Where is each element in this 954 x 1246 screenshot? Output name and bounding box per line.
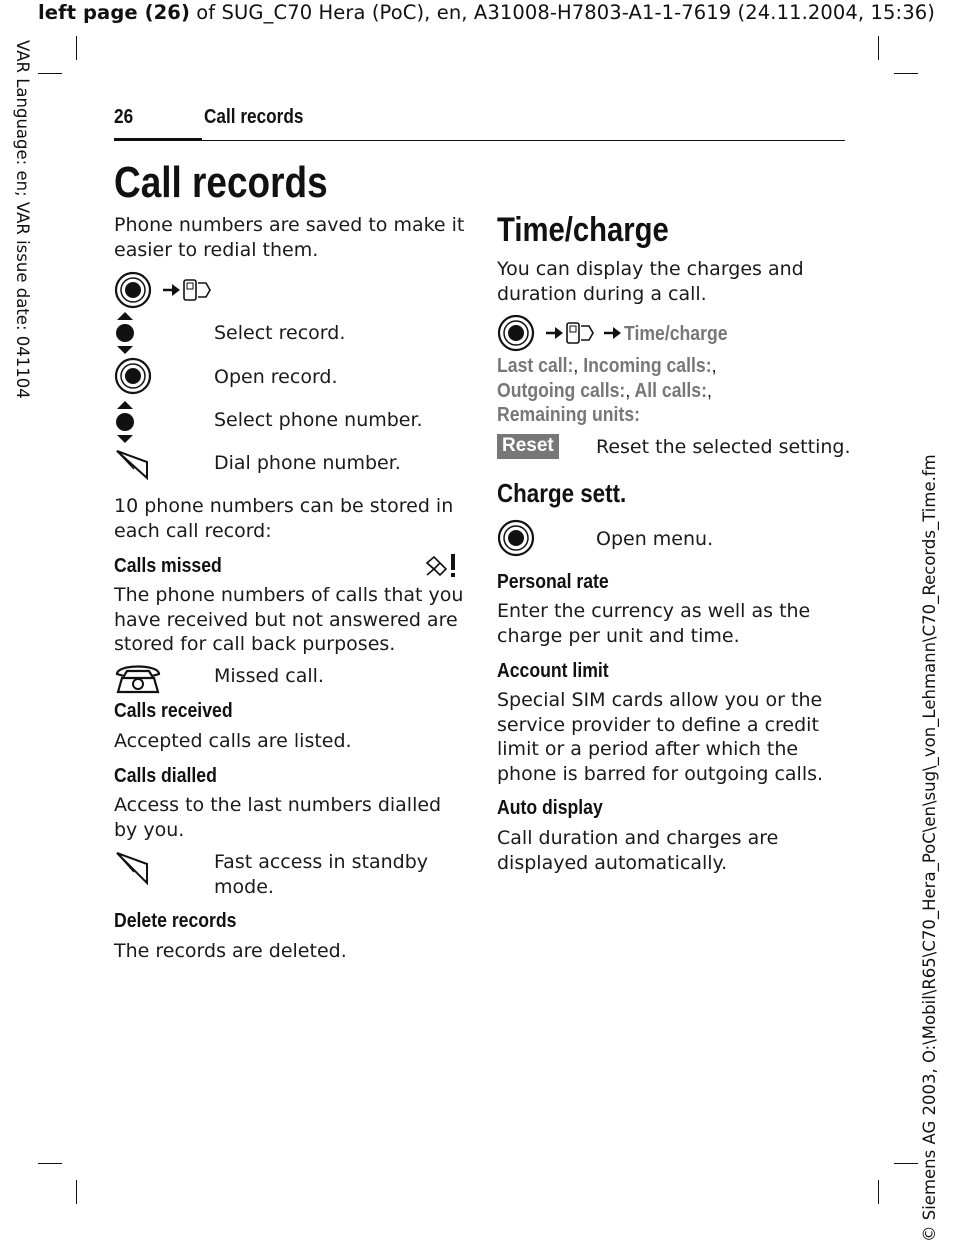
charge-sett-heading: Charge sett. (497, 478, 627, 508)
call-key-icon (114, 448, 150, 480)
time-charge-intro-line: You can display the charges and (497, 258, 804, 280)
side-text-left: VAR Language: en; VAR issue date: 041104 (13, 40, 32, 399)
personal-rate-line: charge per unit and time. (497, 624, 740, 647)
running-header-section: Call records (204, 106, 304, 128)
running-header-rule-thick (114, 138, 202, 141)
frame-header-rest: of SUG_C70 Hera (PoC), en, A31008-H7803-A1-1-7619 (24.11.2004, 15:36) (189, 1, 935, 24)
open-menu-text: Open menu. (596, 528, 714, 550)
step-text: Select record. (214, 322, 346, 344)
calls-missed-line: The phone numbers of calls that you (114, 584, 464, 606)
navigation-key-icon (114, 401, 136, 443)
frame-header (38, 1, 935, 24)
calls-missed-line: stored for call back purposes. (114, 633, 396, 655)
stored-line: 10 phone numbers can be stored in (114, 495, 454, 517)
reset-text: Reset the selected setting. (596, 436, 851, 458)
step-text: Open record. (214, 366, 338, 388)
open-menu-row (497, 519, 847, 559)
calls-dialled-heading: Calls dialled (114, 764, 217, 787)
crop-mark (38, 73, 62, 74)
intro-paragraph (114, 213, 464, 262)
account-limit-line: phone is barred for outgoing calls. (497, 762, 824, 785)
menu-path-row (497, 314, 757, 352)
personal-rate-line: Enter the currency as well as the (497, 600, 811, 622)
missed-calls-status-icon (424, 553, 458, 579)
auto-display-text (497, 826, 778, 875)
menu-path-row (114, 271, 234, 309)
page-title: Call records (114, 158, 328, 207)
option-all-calls: All calls: (634, 378, 707, 402)
calls-received-heading: Calls received (114, 699, 233, 722)
crop-mark (38, 1163, 62, 1164)
auto-display-line: displayed automatically. (497, 851, 728, 874)
center-key-icon (497, 519, 535, 557)
step-row (114, 312, 464, 354)
calls-dialled-line: by you. (114, 818, 185, 841)
stored-line: each call record: (114, 519, 272, 542)
delete-records-heading: Delete records (114, 909, 237, 932)
call-key-icon (114, 850, 150, 886)
side-text-right: © Siemens AG 2003, O:\Mobil\R65\C70_Hera_PoC\en\sug\_von_Lehmann\C70_Records_Time.fm (920, 454, 939, 1242)
fast-access-row (114, 848, 464, 898)
crop-mark (878, 1180, 879, 1204)
fast-access-text (214, 850, 428, 899)
crop-mark (76, 1180, 77, 1204)
options-line (497, 354, 716, 379)
account-limit-heading: Account limit (497, 659, 609, 682)
calls-dialled-text (114, 793, 441, 842)
navigation-key-icon (114, 312, 136, 354)
call-records-menu-icon (565, 321, 597, 345)
account-limit-line: limit or a period after which the (497, 738, 799, 760)
menu-path-item: Time/charge (624, 322, 728, 345)
step-row (114, 448, 464, 480)
crop-mark (894, 73, 918, 74)
personal-rate-heading: Personal rate (497, 570, 609, 593)
intro-line: Phone numbers are saved to make it (114, 214, 465, 236)
center-key-icon (497, 314, 535, 352)
arrow-icon (603, 324, 623, 342)
fast-access-line: mode. (214, 875, 274, 898)
option-incoming-calls: Incoming calls: (583, 354, 712, 377)
account-limit-line: service provider to define a credit (497, 713, 819, 736)
running-header-page-number: 26 (114, 106, 134, 128)
center-key-icon (114, 357, 152, 395)
auto-display-heading: Auto display (497, 796, 603, 819)
step-text: Select phone number. (214, 409, 423, 431)
reset-row (497, 434, 851, 462)
time-charge-intro-line: duration during a call. (497, 282, 707, 305)
calls-received-text: Accepted calls are listed. (114, 730, 352, 752)
missed-call-row (114, 660, 464, 696)
account-limit-text (497, 688, 823, 786)
option-separator: , (706, 378, 712, 402)
arrow-icon (545, 324, 565, 342)
options-line (497, 403, 716, 428)
auto-display-line: Call duration and charges are (497, 827, 779, 849)
stored-paragraph (114, 494, 453, 543)
option-remaining-units: Remaining units: (497, 403, 641, 426)
step-row (114, 401, 464, 443)
calls-missed-text (114, 583, 463, 657)
calls-dialled-line: Access to the last numbers dialled (114, 794, 442, 816)
personal-rate-text (497, 599, 810, 648)
time-charge-heading: Time/charge (497, 211, 669, 249)
calls-missed-heading: Calls missed (114, 554, 222, 577)
option-separator: , (573, 354, 579, 377)
call-records-menu-icon (182, 278, 214, 302)
center-key-icon (114, 271, 152, 309)
option-outgoing-calls: Outgoing calls: (497, 378, 626, 402)
arrow-icon (162, 281, 182, 299)
crop-mark (76, 36, 77, 60)
options-line (497, 379, 716, 404)
fast-access-line: Fast access in standby (214, 851, 429, 873)
running-header-rule (202, 140, 845, 141)
step-text: Dial phone number. (214, 452, 401, 474)
reset-softkey: Reset (497, 434, 559, 459)
crop-mark (878, 36, 879, 60)
missed-call-label: Missed call. (214, 665, 324, 687)
calls-missed-line: have received but not answered are (114, 608, 458, 631)
option-last-call: Last call: (497, 354, 574, 377)
delete-records-text: The records are deleted. (114, 940, 347, 962)
time-charge-intro (497, 257, 804, 306)
account-limit-line: Special SIM cards allow you or the (497, 689, 823, 711)
crop-mark (894, 1163, 918, 1164)
frame-header-bold: left page (26) (38, 1, 190, 24)
step-row (114, 357, 464, 397)
telephone-icon (114, 660, 162, 696)
option-separator: , (711, 354, 717, 377)
intro-line: easier to redial them. (114, 238, 319, 261)
time-charge-options (497, 354, 716, 428)
option-separator: , (625, 378, 631, 402)
